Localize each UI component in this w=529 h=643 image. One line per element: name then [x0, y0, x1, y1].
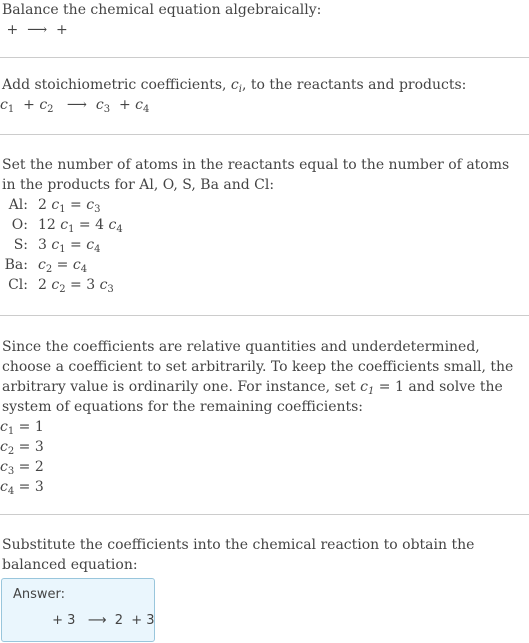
coefficient-value [0, 457, 529, 477]
section-atom-balance [0, 155, 529, 295]
equation-text: = 4 [74, 217, 109, 233]
balance-equation [38, 215, 123, 235]
coefficient-value [0, 437, 529, 457]
coefficient-variable: c [86, 197, 95, 213]
coefficient-variable: c [0, 419, 8, 435]
divider [0, 315, 529, 316]
coefficient-values [0, 417, 529, 497]
coefficient-index: 4 [116, 224, 123, 235]
coefficient-variable: c [135, 97, 144, 113]
coefficient-index: 3 [94, 204, 101, 215]
coefficient-variable: c [51, 237, 60, 253]
coefficient-index: 2 [47, 104, 54, 115]
coefficient-index: 3 [7, 466, 15, 477]
equation-text: 2 [38, 197, 52, 213]
element-label: O: [11, 217, 28, 233]
coefficient-variable: c [108, 217, 117, 233]
equation-text: = [65, 197, 87, 213]
element-label: Ba: [4, 257, 28, 273]
equation-text: 3 [38, 237, 52, 253]
coefficient-index: 1 [68, 224, 75, 235]
equation-text: = [65, 237, 87, 253]
balance-equation [38, 235, 123, 255]
balance-equation [38, 255, 123, 275]
coefficient-variable: c [60, 217, 69, 233]
coefficient-index: 4 [80, 264, 88, 275]
coefficient-index: 3 [107, 284, 114, 295]
atom-balance-intro: Set the number of atoms in the reactants equal to the number of atoms in the products for Al, O, S, Ba and Cl: [2, 157, 510, 193]
coefficient-index: 2 [45, 264, 53, 275]
element-label: Al: [8, 197, 28, 213]
divider [0, 514, 529, 515]
equation-text: = [52, 257, 73, 273]
element-label: S: [13, 237, 28, 253]
coefficient-index: 3 [103, 104, 111, 115]
coefficient-index: 4 [7, 486, 15, 497]
coefficient-variable: c [0, 479, 8, 495]
divider [0, 134, 529, 135]
coefficient-variable: c [0, 97, 8, 113]
coefficient-variable: c [51, 277, 60, 293]
atom-balance-row [0, 195, 123, 215]
section-solve [0, 337, 529, 497]
solve-intro: Since the coefficients are relative quantities and underdetermined, choose a coefficient to set arbitrarily. To keep the coefficients small, the arbitrary value is ordinarily one. For instance, set $c_1 = 1$ and solve the system of equations for the remaining coefficients: [2, 339, 514, 415]
section-coefficients [0, 75, 529, 115]
divider [0, 57, 529, 58]
coefficient-number: = 2 [14, 459, 44, 475]
equation-text: + [110, 97, 136, 113]
equation-text: + [14, 97, 40, 113]
skeleton-equation: + ⟶ + [2, 22, 73, 38]
answer-label: Answer: [13, 587, 66, 602]
coefficient-value [0, 477, 529, 497]
balance-equation [38, 195, 123, 215]
coefficient-variable: c [95, 97, 104, 113]
coefficient-variable: c [86, 237, 95, 253]
atom-balance-row [0, 215, 123, 235]
equation-text: = 3 [65, 277, 100, 293]
coefficient-index: 1 [7, 426, 15, 437]
coefficient-index: 4 [143, 104, 150, 115]
problem-title: Balance the chemical equation algebraically: [2, 2, 322, 18]
coefficient-variable: c [51, 197, 60, 213]
equation-text: 12 [38, 217, 61, 233]
coefficient-variable: c [0, 439, 8, 455]
answer-intro: Substitute the coefficients into the chemical reaction to obtain the balanced equation: [2, 537, 475, 573]
coefficient-number: = 1 [14, 419, 44, 435]
coefficient-number: = 3 [14, 439, 44, 455]
coefficient-variable: c [39, 97, 48, 113]
balanced-equation: + 3 ⟶ 2 + 3 [48, 613, 155, 628]
equation-text: ⟶ [53, 97, 96, 113]
coefficient-equation [0, 95, 529, 115]
coefficient-index: 2 [7, 446, 15, 457]
answer-box [1, 578, 155, 642]
coefficient-value [0, 417, 529, 437]
section-problem [0, 0, 529, 40]
coefficient-number: = 3 [14, 479, 44, 495]
element-label: Cl: [8, 277, 28, 293]
coefficient-variable: c [99, 277, 108, 293]
atom-balance-equations [0, 195, 123, 295]
coefficient-index: 4 [94, 244, 101, 255]
balance-equation [38, 275, 123, 295]
coefficient-index: 1 [59, 244, 66, 255]
coefficient-variable: c [0, 459, 8, 475]
coefficient-index: 1 [59, 204, 66, 215]
atom-balance-row [0, 275, 123, 295]
coefficient-index: 2 [59, 284, 66, 295]
section-answer [0, 535, 529, 575]
coefficient-variable: c [72, 257, 81, 273]
atom-balance-row [0, 235, 123, 255]
coefficients-intro: Add stoichiometric coefficients, $c_i$, to the reactants and products: [2, 77, 467, 95]
coefficient-index: 1 [7, 104, 15, 115]
coefficient-variable: c [38, 257, 46, 273]
atom-balance-row [0, 255, 123, 275]
equation-text: 2 [38, 277, 52, 293]
